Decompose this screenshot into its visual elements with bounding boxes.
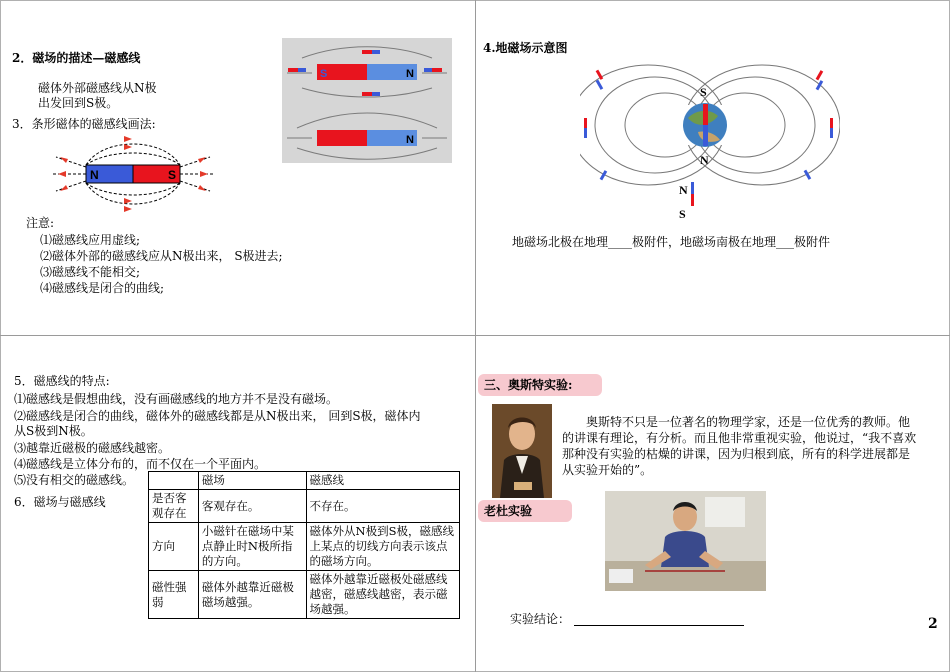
feature-2: ⑵磁感线是闭合的曲线，磁体外的磁感线都是从N极出来， 回到S极，磁体内	[14, 409, 421, 423]
note-1: ⑴磁感线应用虚线;	[40, 233, 141, 247]
earth-s-label: S	[700, 85, 707, 99]
geomagnetic-heading: 4.地磁场示意图	[483, 41, 568, 55]
horizontal-divider	[0, 335, 950, 336]
compass-s-label: S	[679, 207, 686, 221]
note-2: ⑵磁体外部的磁感线应从N极出来， S极进去;	[40, 249, 283, 263]
compass-n-label: N	[679, 183, 688, 197]
table-header-cell: 磁场	[198, 472, 306, 490]
conclusion-blank	[574, 613, 744, 626]
table-header-cell	[149, 472, 199, 490]
notes-title: 注意:	[26, 216, 55, 230]
table-cell: 磁性强弱	[149, 571, 199, 619]
feature-3: ⑶越靠近磁极的磁感线越密。	[14, 441, 171, 455]
bar-magnet-field-diagram	[48, 135, 218, 213]
oersted-bio: 奥斯特不只是一位著名的物理学家，还是一位优秀的教师。他的讲课有理论，有分析。而且他非常重视实验，他说过，“我不喜欢那种没有实验的枯燥的讲课，因为归根到底，所有的科学进展都是从实验开始的”。	[562, 415, 917, 477]
note-3: ⑶磁感线不能相交;	[40, 265, 141, 279]
magnetic-line-desc-1: 磁体外部磁感线从N极	[38, 81, 157, 95]
table-cell: 不存在。	[306, 490, 459, 523]
feature-2-cont: 从S极到N极。	[14, 424, 93, 438]
photo-n-label: N	[406, 68, 414, 80]
experiment-photo	[605, 491, 766, 591]
table-row	[149, 523, 460, 571]
conclusion-label-text: 实验结论：	[510, 612, 571, 626]
table-header-row	[149, 472, 460, 490]
table-cell: 方向	[149, 523, 199, 571]
table-row	[149, 490, 460, 523]
table-cell: 是否客观存在	[149, 490, 199, 523]
bar-s-label: S	[168, 168, 177, 182]
page-number: 2	[928, 616, 938, 632]
feature-4: ⑷磁感线是立体分布的，而不仅在一个平面内。	[14, 457, 267, 471]
note-4: ⑷磁感线是闭合的曲线;	[40, 281, 165, 295]
compass-needle-legend	[670, 180, 700, 224]
magnetic-line-desc-2: 出发回到S极。	[38, 96, 119, 110]
feature-5: ⑸没有相交的磁感线。	[14, 473, 135, 487]
teacher-experiment-label: 老杜实验	[478, 500, 572, 522]
oersted-portrait	[492, 404, 552, 498]
line-features-heading: 5．磁感线的特点:	[14, 374, 110, 388]
oersted-heading: 三、奥斯特实验:	[478, 374, 602, 396]
photo-s-label: S	[320, 68, 328, 80]
geomagnetic-question: 地磁场北极在地理____极附件，地磁场南极在地理___极附件	[512, 235, 831, 249]
table-row	[149, 571, 460, 619]
table-header-cell: 磁感线	[306, 472, 459, 490]
table-cell: 磁体外越靠近磁极磁场越强。	[198, 571, 306, 619]
photo2-n-label: N	[406, 134, 414, 146]
geomagnetic-field-diagram	[580, 60, 840, 230]
feature-1: ⑴磁感线是假想曲线，没有画磁感线的地方并不是没有磁场。	[14, 392, 339, 406]
experiment-conclusion-label	[510, 611, 744, 627]
earth-n-label: N	[700, 153, 709, 167]
vertical-divider	[475, 0, 476, 672]
field-vs-line-table	[148, 471, 460, 619]
bar-magnet-method-heading: 3．条形磁体的磁感线画法:	[12, 117, 156, 131]
table-cell: 客观存在。	[198, 490, 306, 523]
table-cell: 磁体外从N极到S极，磁感线上某点的切线方向表示该点的磁场方向。	[306, 523, 459, 571]
comparison-heading: 6．磁场与磁感线	[14, 495, 106, 509]
table-cell: 磁体外越靠近磁极处磁感线越密，磁感线越密，表示磁场越强。	[306, 571, 459, 619]
table-cell: 小磁针在磁场中某点静止时N极所指的方向。	[198, 523, 306, 571]
magnetic-line-heading: 2．磁场的描述—磁感线	[12, 51, 141, 65]
iron-filings-photo	[282, 38, 452, 163]
bar-n-label: N	[90, 168, 99, 182]
